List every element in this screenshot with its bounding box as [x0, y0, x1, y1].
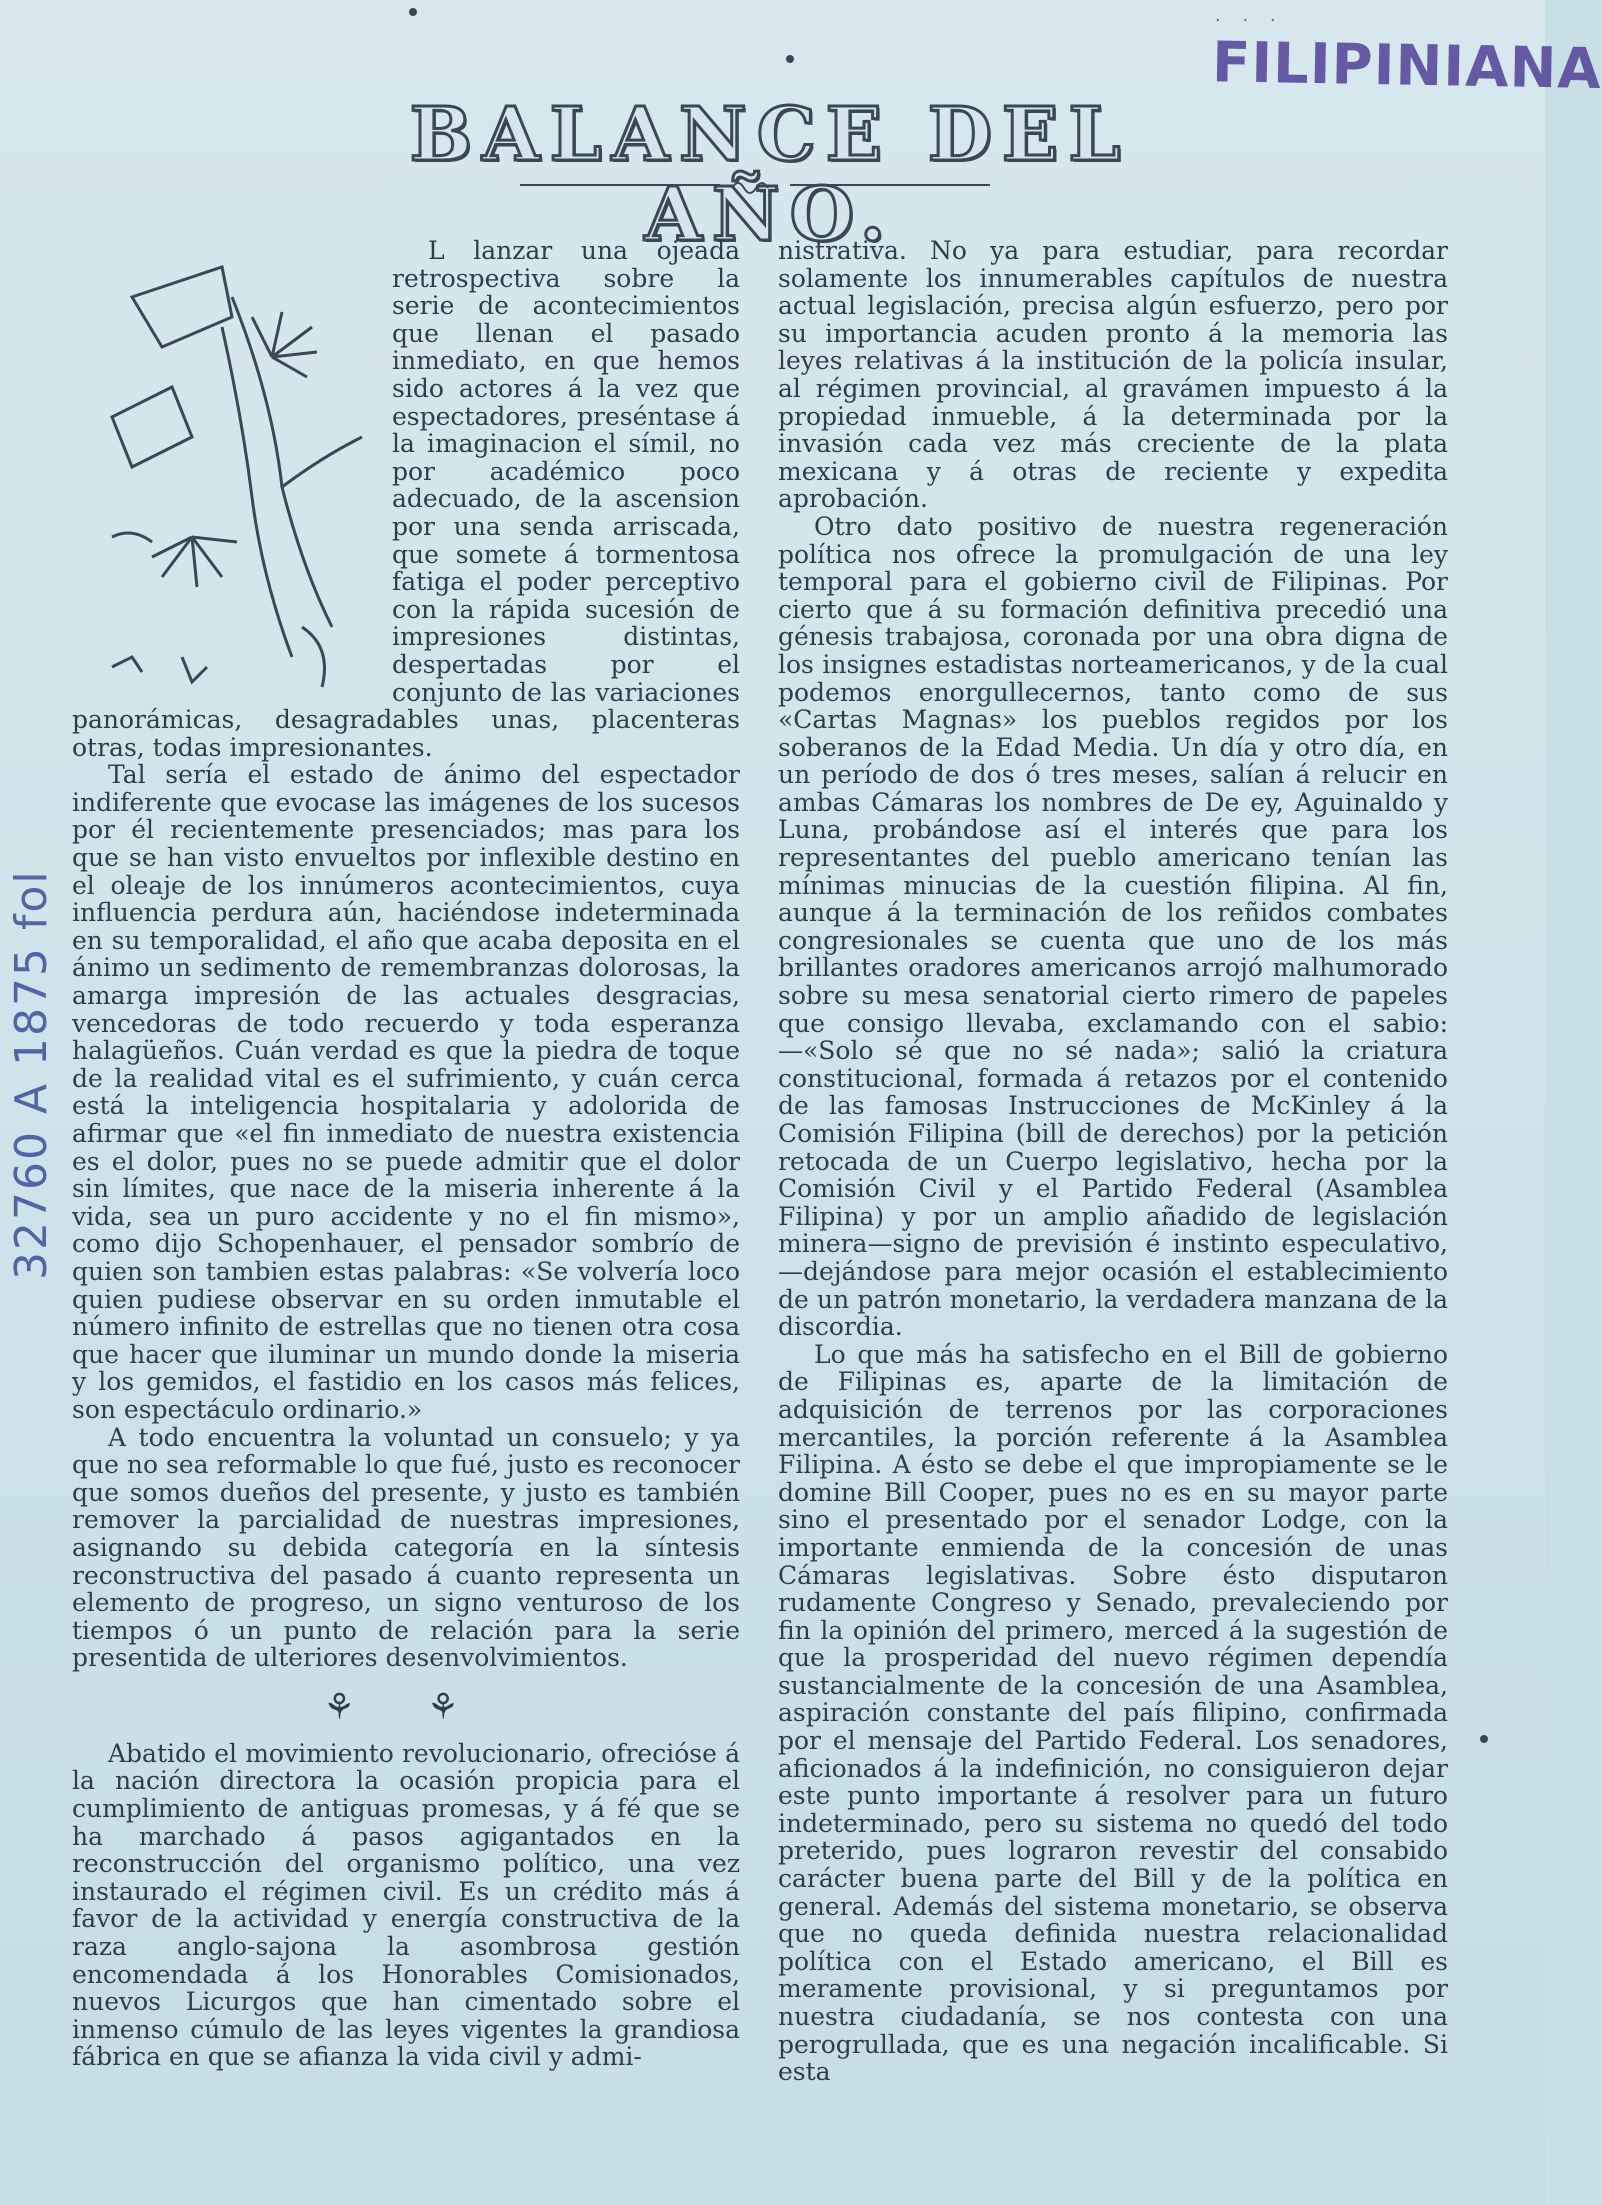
article-title: BALANCE DEL AÑO.: [409, 92, 1131, 258]
right-paragraph-1: nistrativa. No ya para estudiar, para recordar solamente los innumerables capítulos de nuestra actual legislación, precisa algún esfuerzo, pero por su importancia acuden pronto á la memoria las leyes relativas á la institución de la policía insular, al régimen provincial, al gravámen impuesto á la propiedad inmueble, á la determinada por la invasión cada vez más creciente de la plata mexicana y á otras de reciente y expedita aprobación.: [778, 236, 1448, 514]
left-paragraph-2: Tal sería el estado de ánimo del espectador indiferente que evocase las imágenes de los sucesos por él recientemente presenciados; mas para los que se han visto envueltos por inflexible destino en el oleaje de los innúmeros acontecimientos, cuya influencia perdura aún, haciéndose indeterminada en su temporalidad, el año que acaba deposita en el ánimo un sedimento de remembranzas dolorosas, la amarga impresión de las actuales desgracias, vencedoras de todo recuerdo y toda esperanza halagüeños. Cuán verdad es que la piedra de toque de la realidad vital es el sufrimiento, y cuán cerca está la inteligencia hospitalaria y adolorida de afirmar que «el fin inmediato de nuestra existencia es el dolor, pues no se puede admitir que el dolor sin límites, que nace de la miseria inherente á la vida, sea un puro accidente y no el fin mismo», como dijo Schopenhauer, el pensador sombrío de quien son tambien estas palabras: «Se volvería loco quien pudiese observar en su orden inmutable el número infinito de estrellas que no tienen otra cosa que hacer que iluminar un mundo donde la miseria y los gemidos, el fastidio en los casos más felices, son espectáculo ordinario.»: [72, 760, 740, 1424]
section-dingbat: ⚘ ⚘: [323, 1686, 489, 1728]
ink-speck: [786, 55, 794, 63]
filipiniana-stamp: FILIPINIANA: [1211, 30, 1602, 103]
handwritten-margin-note: 32760 A 1875 fol: [6, 869, 57, 1280]
right-column: [778, 237, 1448, 2117]
title-ornament-rule: [520, 178, 990, 192]
decorative-illustration: [72, 237, 382, 697]
left-paragraph-4: Abatido el movimiento revolucionario, ofrecióse á la nación directora la ocasión propicia para el cumplimiento de antiguas promesas, y á fé que se ha marchado á pasos agigantados en la reconstrucción del organismo político, una vez instaurado el régimen civil. Es un crédito más á favor de la actividad y energía constructiva de la raza anglo-sajona la asombrosa gestión encomendada á los Honorables Comisionados, nuevos Licurgos que han cimentado sobre el inmenso cúmulo de las leyes vigentes la grandiosa fábrica en que se afianza la vida civil y admi-: [72, 1738, 740, 2072]
stamp-dots: · · ·: [1215, 10, 1284, 31]
ink-speck: [409, 8, 417, 16]
right-paragraph-2: Otro dato positivo de nuestra regeneración política nos ofrece la promulgación de una ley temporal para el gobierno civil de Filipinas. Por cierto que á su formación definitiva precedió una génesis trabajosa, coronada por una obra digna de los insignes estadistas norteamericanos, y de la cual podemos enorgullecernos, tanto como de sus «Cartas Magnas» los pueblos regidos por los soberanos de la Edad Media. Un día y otro día, en un período de dos ó tres meses, salían á relucir en ambas Cámaras los nombres de De ey, Aguinaldo y Luna, probándose así el interés que para los representantes del pueblo americano tenían las mínimas minucias de la cuestión filipina. Al fin, aunque á la terminación de los reñidos combates congresionales se cuenta que uno de los más brillantes oradores americanos arrojó malhumorado sobre su mesa senatorial cierto rimero de papeles que consigo llevaba, exclamando con el sabio:—«Solo sé que no sé nada»; salió la criatura constitucional, formada á retazos por el contenido de las famosas Instrucciones de McKinley á la Comisión Filipina (bill de derechos) por la petición retocada de un Cuerpo legislativo, hecha por la Comisión Civil y el Partido Federal (Asamblea Filipina) y por un amplio añadido de legislación minera—signo de previsión é instinto especulativo,—dejándose para mejor ocasión el establecimiento de un patrón monetario, la verdadera manzana de la discordia.: [778, 511, 1448, 1342]
left-paragraph-3: A todo encuentra la voluntad un consuelo; y ya que no sea reformable lo que fué, justo es reconocer que somos dueños del presente, y justo es también remover la parcialidad de nuestras impresiones, asignando su debida categoría en la síntesis reconstructiva del pasado á cuanto representa un elemento de progreso, un signo venturoso de los tiempos ó un punto de relación para la serie presentida de ulteriores desenvolvimientos.: [72, 1422, 740, 1673]
ink-speck: [1480, 1735, 1488, 1743]
right-paragraph-3: Lo que más ha satisfecho en el Bill de gobierno de Filipinas es, aparte de la limitación de adquisición de terrenos por las corporaciones mercantiles, la porción referente á la Asamblea Filipina. A ésto se debe el que impropiamente se le domine Bill Cooper, pues no es en su mayor parte sino el presentado por el senador Lodge, con la importante enmienda de la concesión de unas Cámaras legislativas. Sobre ésto disputaron rudamente Congreso y Senado, prevaleciendo por fin la opinión del primero, merced á la sugestión de que la prosperidad del nuevo régimen dependía sustancialmente de la concesión de una Asamblea, aspiración constante del país filipino, confirmada por el mensaje del Partido Federal. Los senadores, aficionados á la indefinición, no consiguieron dejar este punto importante á resolver para un futuro indeterminado, pero su sistema no quedó del todo preterido, pues lograron revestir del consabido carácter buena parte del Bill y de la política en general. Además del sistema monetario, se observa que no queda definida nuestra relacionalidad política con el Estado americano, el Bill es meramente provisional, y si preguntamos por nuestra ciudadanía, se nos contesta con una perogrullada, que es una negación incalificable. Si esta: [778, 1339, 1448, 2087]
palm-bamboo-illustration: [72, 237, 382, 697]
left-paragraph-1: L lanzar una ojeada retrospectiva sobre la serie de acontecimientos que llenan el pasado inmediato, en que hemos sido actores á la vez que espectadores, preséntase á la imaginacion el símil, no por académico poco adecuado, de la ascension por una senda arriscada, que somete á tormentosa fatiga el poder perceptivo con la rápida sucesión de impresiones distintas, despertadas por el conjunto de las variaciones panorámicas, desagradables unas, placenteras otras, todas impresionantes.: [72, 236, 740, 762]
left-column: [72, 237, 740, 2117]
